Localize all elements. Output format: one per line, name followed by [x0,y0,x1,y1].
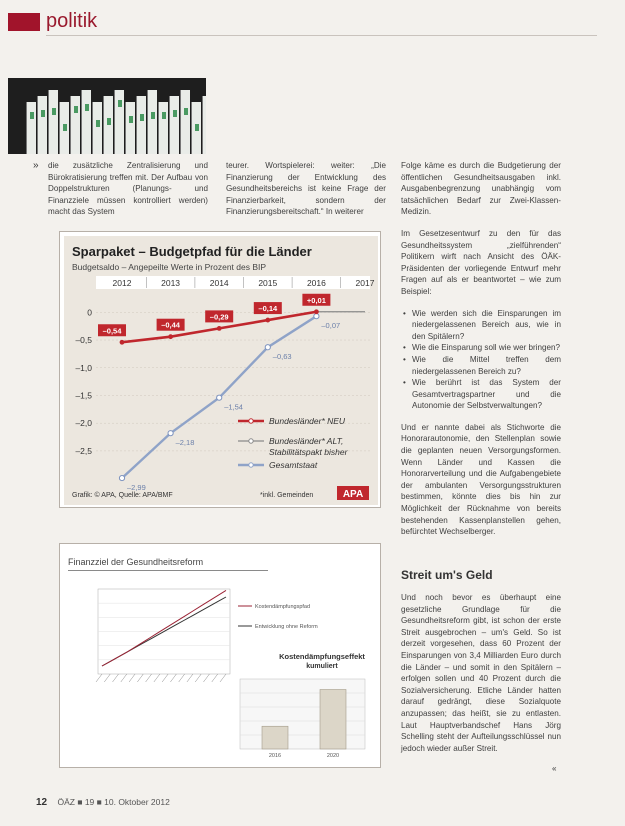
inset-title: Kostendämpfungseffekt [279,652,365,661]
x-tick [170,674,176,682]
issue-info: ÖÄZ ■ 19 ■ 10. Oktober 2012 [57,797,170,807]
binder-tab [96,120,100,127]
binder-tab [63,124,67,131]
subheading: Streit um's Geld [401,568,493,582]
page-header [0,10,625,34]
binder-tab [173,110,177,117]
binder-spine [48,90,58,154]
data-point [217,395,222,400]
binder-spine [147,90,157,154]
list-item: • Wie die Einsparung soll wie wer bringen? [401,342,561,354]
data-label: –0,44 [161,320,180,330]
health-reform-chart-svg [60,544,382,769]
binder-spine [103,96,113,154]
x-tick-label: 2013 [161,278,181,288]
binder-spine [202,96,206,154]
binder-tab [41,110,45,117]
inset-subtitle: kumuliert [306,663,338,670]
binder-spine [59,102,69,154]
legend-label: Stabilitätspakt bisher [269,447,348,457]
column-middle [226,160,386,228]
page-footer [36,797,170,808]
legend-label: Bundesländer* NEU [269,416,346,426]
list-item: • Wie berührt ist das System der Gesamtvertragspartner und die Autonomie der Selbstverwaltungen? [401,377,561,412]
x-tick [195,674,201,682]
x-tick [162,674,168,682]
budget-chart-svg [60,232,382,509]
chart-footnote: *inkl. Gemeinden [260,492,314,499]
x-tick-label: 2016 [306,278,326,288]
budget-chart [59,231,381,508]
category-band [96,276,370,289]
data-point [314,309,319,314]
chart-title-rule [68,570,268,571]
data-label: –0,29 [209,312,229,322]
y-tick-label: –1,5 [75,390,92,401]
binder-spine [136,96,146,154]
binder-spine [92,102,102,154]
chart-source: Grafik: © APA, Quelle: APA/BMF [72,492,173,499]
binder-spine [158,102,168,154]
inset-x-label: 2016 [268,753,282,759]
x-tick [154,674,160,682]
legend-marker [249,463,253,467]
x-tick [137,674,143,682]
legend-marker [249,439,253,443]
chart-subtitle: Budgetsaldo – Angepeilte Werte in Prozent des BIP [72,262,267,272]
binder-tab [195,124,199,131]
paragraph-3: Und er nannte dabei als Stichworte die Honorarautonomie, den Stellenplan sowie die geplanten neuen Versorgungsformen. Wenn Länder und Kassen die Honorarverteilung und die Aufgabengebiete der ambulanten Versorgungsstrukturen bestimmen, könnte dies bis hin zur Möglichkeit der Rücknahme von bereits bestehenden Kassenplanstellen gehen, befürchtet Wechselberger. [401,422,561,537]
data-label: –2,99 [127,483,146,493]
apa-logo-text: APA [342,489,364,500]
inset-x-label: 2020 [326,753,340,759]
x-tick [187,674,193,682]
column-left [48,160,208,228]
data-label: –0,07 [321,321,341,331]
data-point [217,326,222,331]
binder-tab [129,116,133,123]
legend-marker [249,419,253,423]
x-tick-label: 2015 [258,278,278,288]
data-label: –0,54 [102,326,122,336]
binder-tab [107,118,111,125]
x-tick-label: 2014 [209,278,229,288]
binder-tab [140,114,144,121]
y-tick-label: –0,5 [75,335,92,346]
data-point [314,314,319,319]
binder-tab [151,112,155,119]
data-point [119,475,124,480]
binder-tab [52,108,56,115]
y-tick-label: 0 [87,307,92,318]
binder-spine [180,90,190,154]
binder-tab [184,108,188,115]
inset-bar [320,690,346,750]
legend-label: Gesamtstaat [269,460,318,470]
data-label: –1,54 [224,402,243,412]
x-tick [179,674,185,682]
header-rule [46,35,597,36]
y-tick-label: –2,0 [75,418,92,429]
x-tick [203,674,209,682]
x-tick [129,674,135,682]
binder-spine [169,96,179,154]
binder-spine [191,102,201,154]
y-tick-label: –2,5 [75,445,92,456]
column-right-lower [401,592,561,764]
lead-arrow: » [33,160,39,171]
x-tick [104,674,110,682]
health-reform-chart [59,543,381,768]
x-tick [220,674,226,682]
inset-bar [262,726,288,749]
data-point [265,318,270,323]
binder-tab [74,106,78,113]
data-label: +0,01 [306,295,326,305]
binder-spine [81,90,91,154]
data-point [265,345,270,350]
x-tick [212,674,218,682]
end-mark: « [552,764,557,773]
column-right [401,160,561,548]
binder-spine [70,96,80,154]
data-label: –2,18 [175,438,195,448]
list-item: • Wie die Mittel treffen dem niedergelassenen Bereich zu? [401,354,561,377]
list-item: • Wie werden sich die Einsparungen im niedergelassenen Bereich aus, wie in den Spitälern? [401,308,561,343]
legend-label: Entwicklung ohne Reform [255,624,318,630]
data-point [168,431,173,436]
section-title: politik [46,10,98,32]
x-tick [113,674,119,682]
x-tick-label: 2012 [112,278,132,288]
column-middle-text: teurer. Wortspielerei: weiter: „Die Finanzierung der Entwicklung des Gesundheitsbereichs ist keine Frage der Finanzierbarkeit, sondern der Finanzierungsbereitschaft.“ In weiterer [226,161,386,217]
y-tick-label: –1,0 [75,362,92,373]
x-tick [146,674,152,682]
binders-photo [8,78,206,154]
legend-label: Kostendämpfungspfad [255,604,311,610]
binder-spine [26,102,36,154]
binder-spine [114,90,124,154]
section-marker [8,13,40,31]
x-tick [96,674,102,682]
column-left-text: die zusätzliche Zentralisierung und Bürokratisierung treffen mit. Der Aufbau von Doppelstrukturen (Planungs- und Finanzziele müssen kontrolliert werden) macht das System [48,161,208,217]
data-label: –0,14 [258,304,278,314]
chart-title: Sparpaket – Budgetpfad für die Länder [72,244,312,259]
paragraph-1: Folge käme es durch die Budgetierung der öffentlichen Gesundheitsausgaben inkl. Ausgabenbegrenzung unabhängig vom tatsächlichen Bedarf zur Zwei-Klassen-Medizin. [401,161,561,217]
data-point [168,334,173,339]
binder-tab [85,104,89,111]
x-tick [121,674,127,682]
question-list [401,308,561,412]
legend-label: Bundesländer* ALT, [269,436,344,446]
paragraph-2: Im Gesetzesentwurf zu den für das Gesundheitssystem „zielführenden“ Politikern wirft nach Ansicht des ÖÄK-Präsidenten der vorliegende Entwurf mehr Fragen auf als er beantwortet – wie zum Beispiel: [401,228,561,296]
binder-spine [37,96,47,154]
binder-tab [30,112,34,119]
x-tick-label: 2017 [355,278,375,288]
data-label: –0,63 [272,352,292,362]
chart-title: Finanzziel der Gesundheitsreform [68,557,204,567]
binder-tab [162,112,166,119]
binder-spine [125,102,135,154]
binder-tab [118,100,122,107]
page-number: 12 [36,797,48,808]
data-point [120,340,125,345]
paragraph-4: Und noch bevor es überhaupt eine gesetzliche Grundlage für die Gesundheitsreform gibt, ist schon der erste Streit ausgebrochen – um's Geld. So ist derzeit vorgesehen, dass 60 Prozent der Einsparungen von 3,4 Milliarden Euro durch die Länder – und somit in den Spitälern – erfolgen sollen und 40 Prozent durch die Sozialversicherung. Etliche Länder hatten darauf gedrängt, diese Sozialquote anzupassen; das heißt, sie zu entlasten. Laut Hauptverbandschef Hans Jörg Schelling steht der Aufteilungsschlüssel nun jedoch wieder außer Streit. [401,593,561,753]
